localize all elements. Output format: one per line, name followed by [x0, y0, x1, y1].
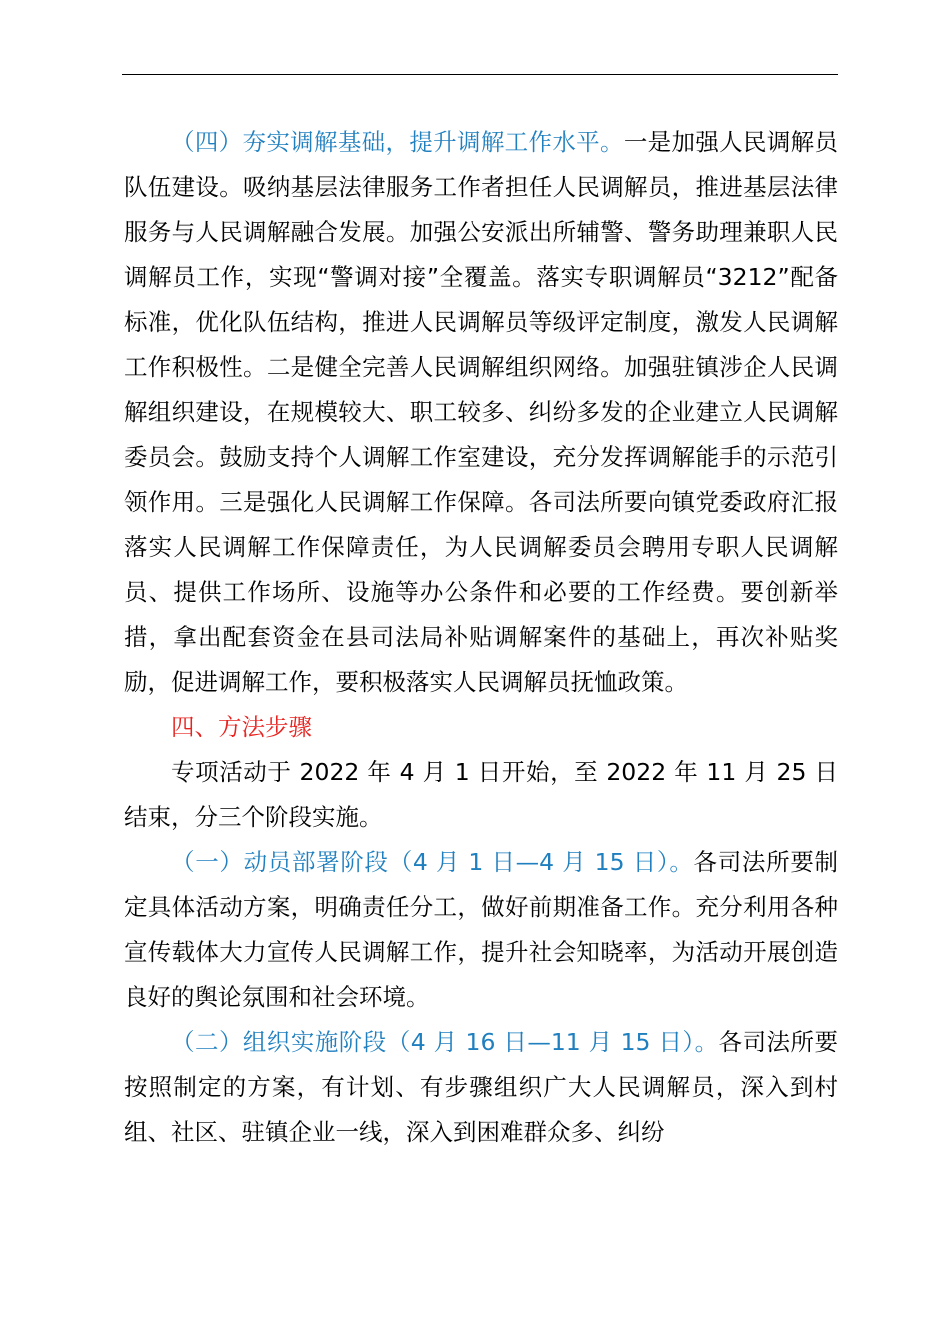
- subheading-mobilization-stage: （一）动员部署阶段（4 月 1 日—4 月 15 日）。: [171, 848, 694, 876]
- paragraph-mobilization-stage: [124, 840, 838, 1020]
- paragraph-consolidate-mediation: [124, 120, 838, 705]
- subheading-implementation-stage: （二）组织实施阶段（4 月 16 日—11 月 15 日）。: [171, 1028, 719, 1056]
- paragraph-text: 各司法所要按照制定的方案，有计划、有步骤组织广大人民调解员，深入到村组、社区、驻镇企业一线，深入到困难群众多、纠纷: [124, 1028, 838, 1146]
- paragraph-implementation-stage: [124, 1020, 838, 1155]
- header-rule: [122, 74, 838, 75]
- subheading-consolidate-mediation: （四）夯实调解基础，提升调解工作水平。: [171, 128, 624, 156]
- paragraph-text: 一是加强人民调解员队伍建设。吸纳基层法律服务工作者担任人民调解员，推进基层法律服务与人民调解融合发展。加强公安派出所辅警、警务助理兼职人民调解员工作，实现“警调对接”全覆盖。落实专职调解员“3212”配备标准，优化队伍结构，推进人民调解员等级评定制度，激发人民调解工作积极性。二是健全完善人民调解组织网络。加强驻镇涉企人民调解组织建设，在规模较大、职工较多、纠纷多发的企业建立人民调解委员会。鼓励支持个人调解工作室建设，充分发挥调解能手的示范引领作用。三是强化人民调解工作保障。各司法所要向镇党委政府汇报落实人民调解工作保障责任，为人民调解委员会聘用专职人民调解员、提供工作场所、设施等办公条件和必要的工作经费。要创新举措，拿出配套资金在县司法局补贴调解案件的基础上，再次补贴奖励，促进调解工作，要积极落实人民调解员抚恤政策。: [124, 128, 839, 696]
- paragraph-text: 各司法所要制定具体活动方案，明确责任分工，做好前期准备工作。充分利用各种宣传载体大力宣传人民调解工作，提升社会知晓率，为活动开展创造良好的舆论氛围和社会环境。: [124, 848, 839, 1011]
- document-body: [124, 120, 838, 1155]
- section-heading-methods-steps: 四、方法步骤: [171, 713, 312, 741]
- paragraph-activity-period: 专项活动于 2022 年 4 月 1 日开始，至 2022 年 11 月 25 日结束，分三个阶段实施。: [124, 758, 838, 831]
